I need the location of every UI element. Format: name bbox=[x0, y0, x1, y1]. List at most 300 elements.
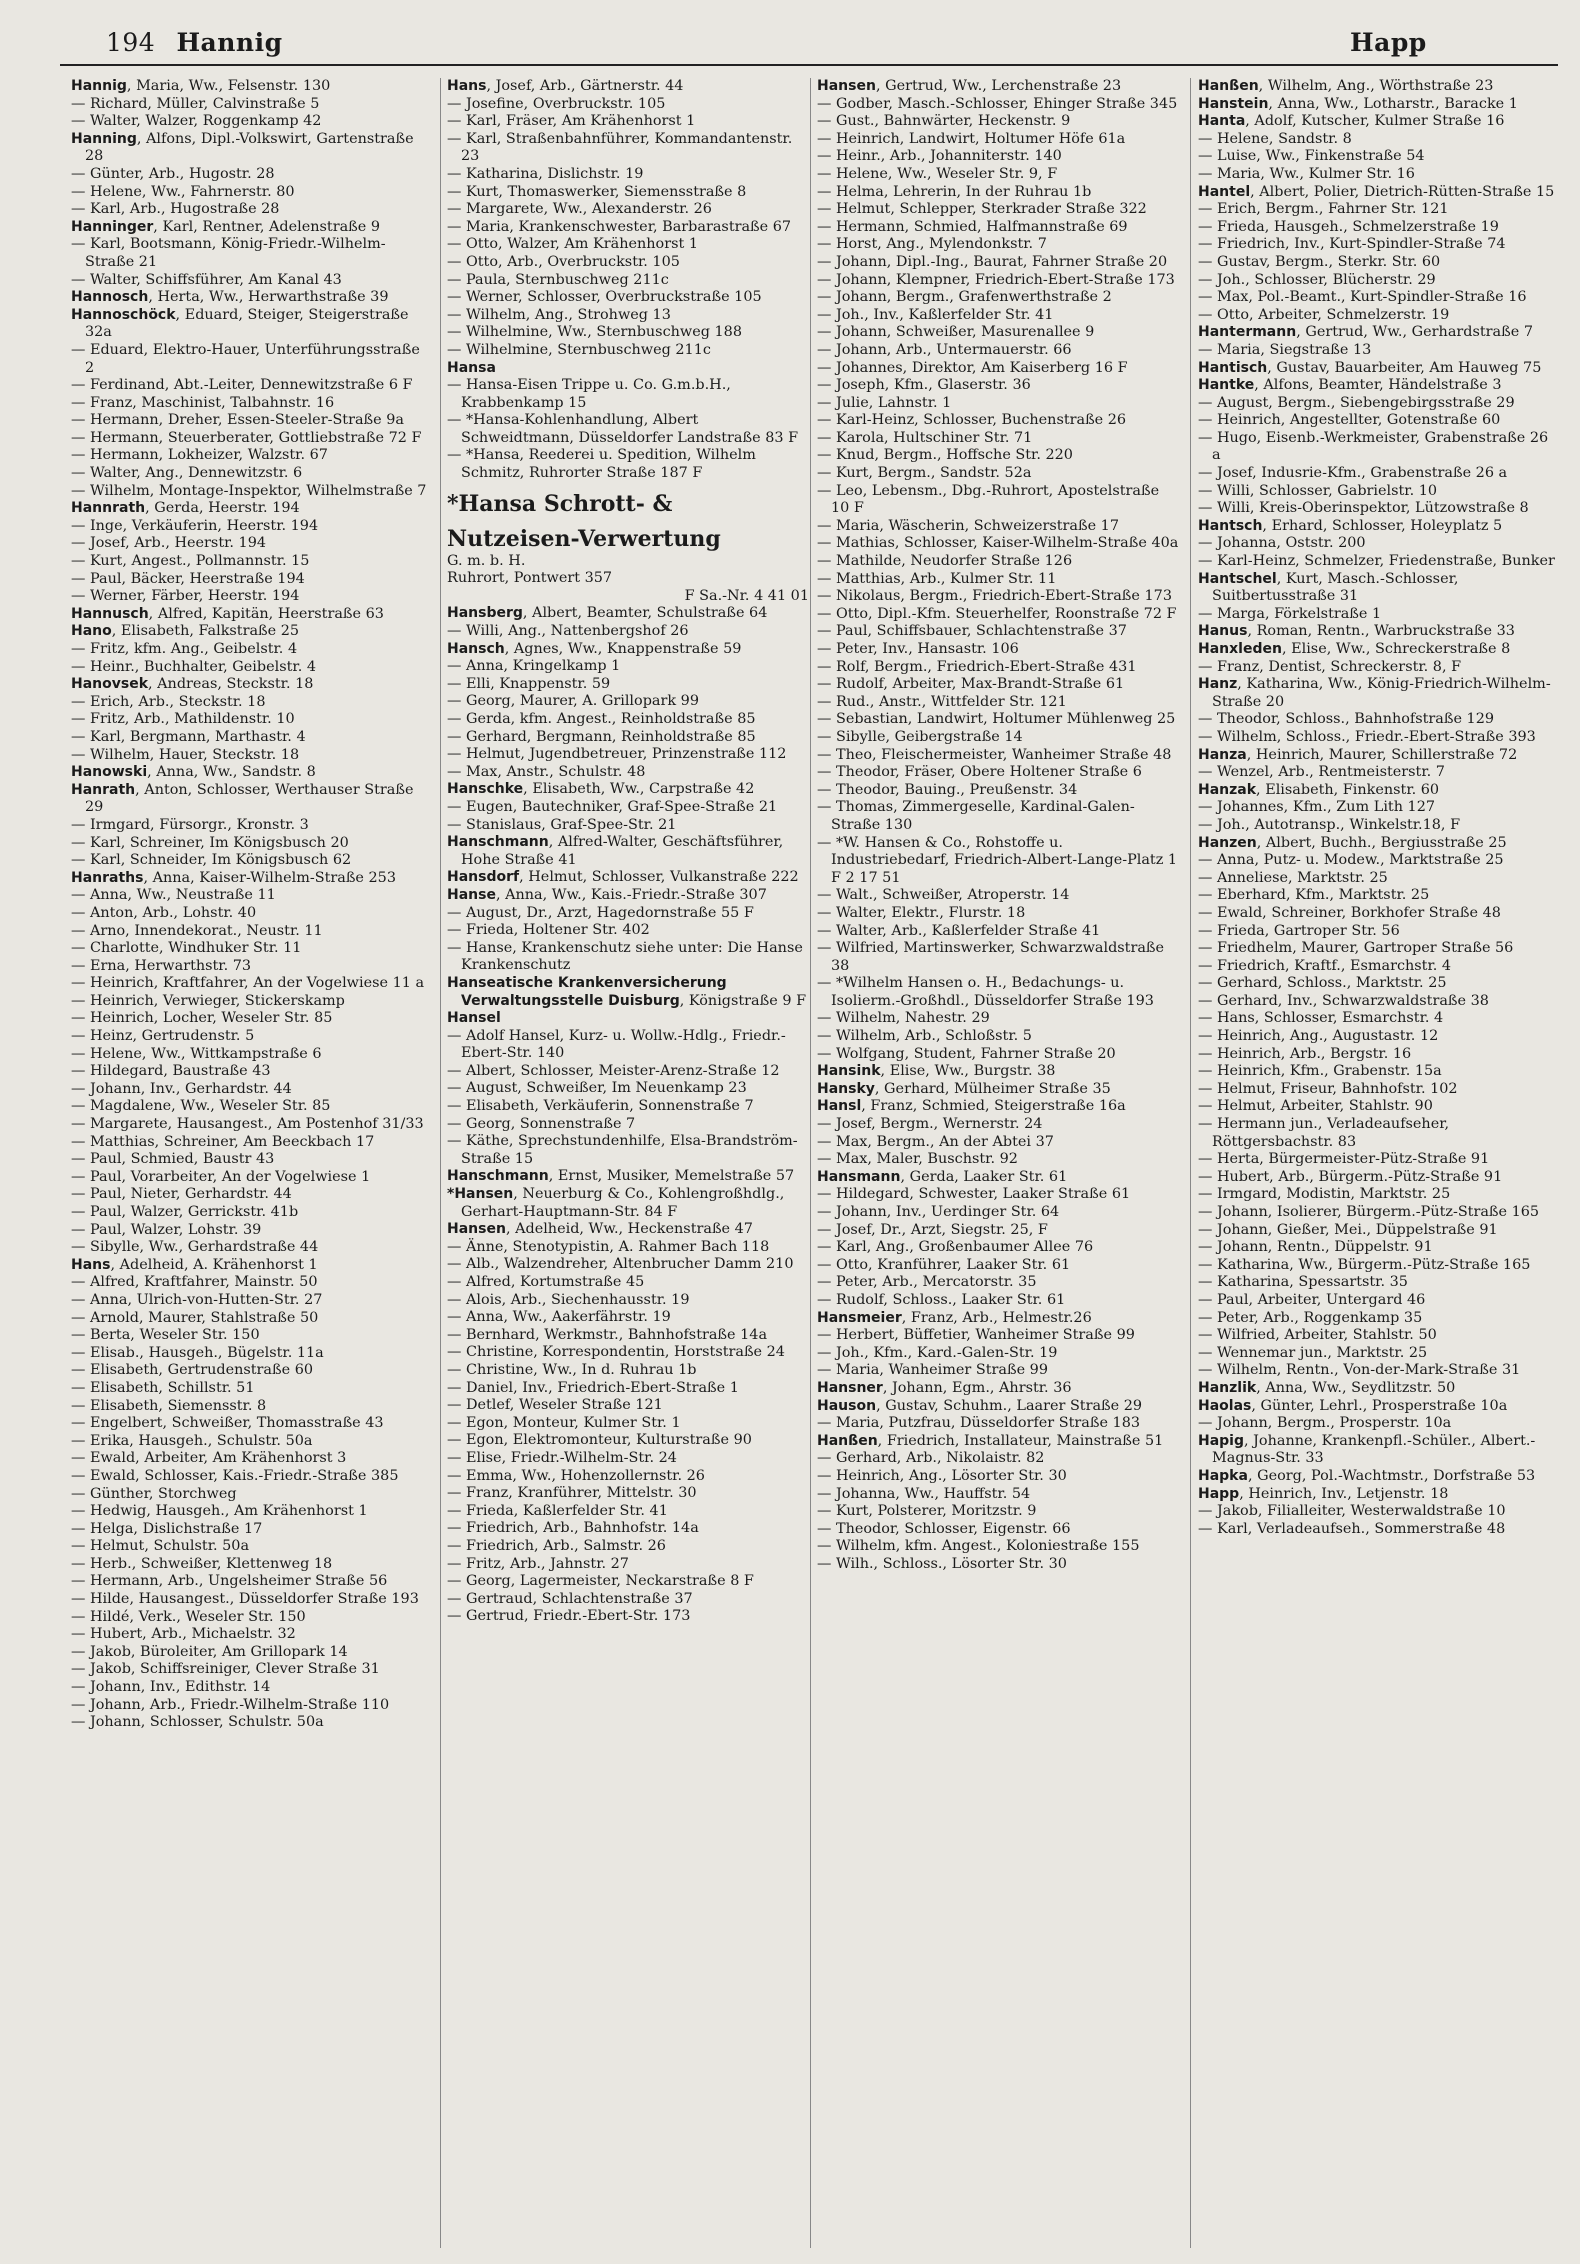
directory-entry: Hansen, Gertrud, Ww., Lerchenstraße 23 bbox=[817, 78, 1122, 94]
directory-entry: Hansen, Adelheid, Ww., Heckenstraße 47 bbox=[447, 1221, 753, 1238]
directory-entry: Hanovsek, Andreas, Steckstr. 18 bbox=[71, 676, 314, 693]
directory-entry: — Wilhelm, Arb., Schloßstr. 5 bbox=[817, 1028, 1032, 1045]
directory-entry: — Otto, Kranführer, Laaker Str. 61 bbox=[817, 1256, 1071, 1273]
directory-entry: — Hubert, Arb., Bürgerm.-Pütz-Straße 91 bbox=[1198, 1168, 1503, 1185]
directory-entry: — Elisabeth, Verkäuferin, Sonnenstraße 7 bbox=[447, 1098, 754, 1115]
directory-entry: — Wilhelm, Nahestr. 29 bbox=[817, 1010, 990, 1027]
directory-entry: — Frieda, Hausgeh., Schmelzerstraße 19 bbox=[1198, 218, 1499, 235]
directory-entry: Hanßen, Friedrich, Installateur, Mainstraße 51 bbox=[817, 1432, 1164, 1449]
directory-entry: — Karl, Straßenbahnführer, Kommandantenstr. 23 bbox=[447, 130, 793, 165]
directory-entry: — Maria, Siegstraße 13 bbox=[1198, 341, 1372, 358]
directory-entry: — Joh., Kfm., Kard.-Galen-Str. 19 bbox=[817, 1344, 1058, 1361]
directory-column-3 bbox=[817, 78, 1179, 2248]
directory-entry: — Paul, Arbeiter, Untergard 46 bbox=[1198, 1291, 1426, 1308]
directory-entry: — Erich, Bergm., Fahrner Str. 121 bbox=[1198, 201, 1449, 218]
directory-entry: — Helene, Ww., Wittkampstraße 6 bbox=[71, 1045, 322, 1062]
directory-entry: — Wilhelmine, Sternbuschweg 211c bbox=[447, 341, 711, 358]
column-divider bbox=[810, 78, 811, 2248]
directory-entry: — Joseph, Kfm., Glaserstr. 36 bbox=[817, 377, 1031, 394]
directory-entry: — Friedrich, Kraftf., Esmarchstr. 4 bbox=[1198, 957, 1452, 974]
directory-entry: — Horst, Ang., Mylendonkstr. 7 bbox=[817, 236, 1047, 253]
directory-entry: — Kurt, Thomaswerker, Siemensstraße 8 bbox=[447, 183, 747, 200]
directory-entry: — Helmut, Jugendbetreuer, Prinzenstraße 112 bbox=[447, 746, 787, 763]
directory-entry: Hanschmann, Ernst, Musiker, Memelstraße 57 bbox=[447, 1168, 795, 1185]
directory-entry: — Arnold, Maurer, Stahlstraße 50 bbox=[71, 1309, 319, 1326]
directory-entry: Hantsch, Erhard, Schlosser, Holeyplatz 5 bbox=[1198, 517, 1503, 534]
directory-entry: — Karl-Heinz, Schlosser, Buchenstraße 26 bbox=[817, 412, 1127, 429]
directory-entry: Hanza, Heinrich, Maurer, Schillerstraße 72 bbox=[1198, 746, 1518, 763]
directory-entry: — Katharina, Ww., Bürgerm.-Pütz-Straße 165 bbox=[1198, 1256, 1531, 1273]
directory-entry: — Helmut, Schlepper, Sterkrader Straße 322 bbox=[817, 201, 1147, 218]
directory-entry: Hano, Elisabeth, Falkstraße 25 bbox=[71, 623, 300, 640]
directory-entry: — Katharina, Spessartstr. 35 bbox=[1198, 1274, 1408, 1291]
directory-entry: — Heinz, Gertrudenstr. 5 bbox=[71, 1028, 255, 1045]
header-rule bbox=[60, 64, 1558, 66]
directory-entry: — Daniel, Inv., Friedrich-Ebert-Straße 1 bbox=[447, 1379, 739, 1396]
directory-entry: — Alb., Walzendreher, Altenbrucher Damm 210 bbox=[447, 1256, 794, 1273]
directory-entry: Hansky, Gerhard, Mülheimer Straße 35 bbox=[817, 1080, 1111, 1097]
ad-address: Ruhrort, Pontwert 357 bbox=[447, 570, 613, 587]
directory-entry: — Ewald, Schreiner, Borkhofer Straße 48 bbox=[1198, 904, 1501, 921]
directory-entry: — Heinrich, Arb., Bergstr. 16 bbox=[1198, 1045, 1412, 1062]
directory-entry: — Paul, Nieter, Gerhardstr. 44 bbox=[71, 1186, 292, 1203]
directory-entry: — Georg, Sonnenstraße 7 bbox=[447, 1115, 636, 1132]
directory-entry: — Karl, Fräser, Am Krähenhorst 1 bbox=[447, 113, 696, 130]
directory-entry: — Helene, Ww., Fahrnerstr. 80 bbox=[71, 183, 295, 200]
directory-entry: — Johann, Bergm., Prosperstr. 10a bbox=[1198, 1415, 1452, 1432]
directory-entry: — Paul, Walzer, Lohstr. 39 bbox=[71, 1221, 262, 1238]
directory-entry: Hansdorf, Helmut, Schlosser, Vulkanstraße 222 bbox=[447, 869, 799, 886]
directory-entry: — Jakob, Schiffsreiniger, Clever Straße 31 bbox=[71, 1661, 380, 1678]
directory-entry: — Rud., Anstr., Wittfelder Str. 121 bbox=[817, 693, 1067, 710]
directory-entry: — Maria, Wäscherin, Schweizerstraße 17 bbox=[817, 517, 1119, 534]
directory-entry: Hansmann, Gerda, Laaker Str. 61 bbox=[817, 1168, 1068, 1185]
directory-entry: — Kurt, Angest., Pollmannstr. 15 bbox=[71, 553, 310, 570]
directory-entry: — Wennemar jun., Marktstr. 25 bbox=[1198, 1344, 1428, 1361]
directory-entry: — Ewald, Schlosser, Kais.-Friedr.-Straße 385 bbox=[71, 1467, 399, 1484]
directory-entry: — Georg, Lagermeister, Neckarstraße 8 F bbox=[447, 1573, 754, 1590]
directory-entry: — Wilhelm, Rentn., Von-der-Mark-Straße 31 bbox=[1198, 1362, 1521, 1379]
directory-entry: — Rolf, Bergm., Friedrich-Ebert-Straße 431 bbox=[817, 658, 1137, 675]
directory-entry: — Otto, Walzer, Am Krähenhorst 1 bbox=[447, 236, 698, 253]
directory-entry: — Berta, Weseler Str. 150 bbox=[71, 1327, 260, 1344]
directory-entry: — Max, Pol.-Beamt., Kurt-Spindler-Straße 16 bbox=[1198, 289, 1527, 306]
directory-entry: — Hugo, Eisenb.-Werkmeister, Grabenstraße 26 a bbox=[1198, 429, 1549, 464]
directory-entry: — Max, Maler, Buschstr. 92 bbox=[817, 1151, 1018, 1168]
directory-entry: — Hermann, Schmied, Halfmannstraße 69 bbox=[817, 218, 1128, 235]
directory-entry: — *Wilhelm Hansen o. H., Bedachungs- u. Isolierm.-Großhdl., Düsseldorfer Straße 193 bbox=[817, 975, 1154, 1009]
directory-entry: — Jakob, Büroleiter, Am Grillopark 14 bbox=[71, 1643, 348, 1660]
directory-entry: — Ferdinand, Abt.-Leiter, Dennewitzstraße 6 F bbox=[71, 377, 413, 394]
directory-entry: — Herta, Bürgermeister-Pütz-Straße 91 bbox=[1198, 1151, 1490, 1168]
directory-entry: — Hermann, Arb., Ungelsheimer Straße 56 bbox=[71, 1573, 388, 1590]
directory-entry: — Heinrich, Angestellter, Gotenstraße 60 bbox=[1198, 412, 1501, 429]
directory-entry: — Paul, Bäcker, Heerstraße 194 bbox=[71, 570, 305, 587]
directory-entry: — Elisab., Hausgeh., Bügelstr. 11a bbox=[71, 1344, 324, 1361]
directory-entry: — Peter, Arb., Mercatorstr. 35 bbox=[817, 1274, 1037, 1291]
directory-entry: — Inge, Verkäuferin, Heerstr. 194 bbox=[71, 517, 319, 534]
directory-entry: — Wilhelm, Hauer, Steckstr. 18 bbox=[71, 746, 300, 763]
directory-entry: Hannoschöck, Eduard, Steiger, Steigerstraße 32a bbox=[71, 306, 409, 341]
directory-entry: — Helene, Ww., Weseler Str. 9, F bbox=[817, 165, 1058, 182]
directory-entry: Hansl, Franz, Schmied, Steigerstraße 16a bbox=[817, 1098, 1126, 1115]
directory-entry: — Christine, Korrespondentin, Horststraße 24 bbox=[447, 1344, 785, 1361]
directory-entry: — Albert, Schlosser, Meister-Arenz-Straße 12 bbox=[447, 1062, 780, 1079]
directory-entry: — Max, Bergm., An der Abtei 37 bbox=[817, 1133, 1054, 1150]
directory-entry: — Rudolf, Schloss., Laaker Str. 61 bbox=[817, 1291, 1066, 1308]
directory-entry: — Sebastian, Landwirt, Holtumer Mühlenweg 25 bbox=[817, 711, 1176, 728]
directory-entry: — Gerda, kfm. Angest., Reinholdstraße 85 bbox=[447, 711, 756, 727]
directory-entry: — Wilhelm, kfm. Angest., Koloniestraße 155 bbox=[817, 1538, 1140, 1555]
directory-entry: — Marga, Förkelstraße 1 bbox=[1198, 605, 1382, 622]
directory-entry: — Johann, Inv., Edithstr. 14 bbox=[71, 1679, 271, 1696]
directory-entry: — Johann, Klempner, Friedrich-Ebert-Straße 173 bbox=[817, 271, 1175, 288]
directory-entry: — Hermann, Lokheizer, Walzstr. 67 bbox=[71, 447, 328, 464]
directory-entry: — Friedrich, Arb., Bahnhofstr. 14a bbox=[447, 1520, 699, 1537]
directory-entry: — Eberhard, Kfm., Marktstr. 25 bbox=[1198, 887, 1430, 904]
directory-entry: Hanning, Alfons, Dipl.-Volkswirt, Gartenstraße 28 bbox=[71, 130, 414, 165]
directory-entry: — Heinrich, Kfm., Grabenstr. 15a bbox=[1198, 1063, 1442, 1080]
directory-entry: — Theodor, Schloss., Bahnhofstraße 129 bbox=[1198, 711, 1495, 728]
directory-entry: — Egon, Elektromonteur, Kulturstraße 90 bbox=[447, 1432, 752, 1449]
directory-entry: Hanta, Adolf, Kutscher, Kulmer Straße 16 bbox=[1198, 113, 1505, 130]
directory-entry: Hapig, Johanne, Krankenpfl.-Schüler., Albert.-Magnus-Str. 33 bbox=[1198, 1432, 1536, 1467]
directory-entry: — Frieda, Holtener Str. 402 bbox=[447, 922, 650, 939]
directory-entry: — Paula, Sternbuschweg 211c bbox=[447, 271, 669, 288]
ad-title-line1: *Hansa Schrott- & bbox=[447, 490, 673, 517]
directory-entry: — Georg, Maurer, A. Grillopark 99 bbox=[447, 693, 699, 710]
directory-entry: — Max, Anstr., Schulstr. 48 bbox=[447, 763, 646, 780]
directory-entry: Hannig, Maria, Ww., Felsenstr. 130 bbox=[71, 78, 331, 94]
directory-entry: — Christine, Ww., In d. Ruhrau 1b bbox=[447, 1361, 697, 1378]
ad-company-form: G. m. b. H. bbox=[447, 552, 526, 569]
directory-entry: — Theodor, Schlosser, Eigenstr. 66 bbox=[817, 1520, 1071, 1537]
directory-entry: — Friedhelm, Maurer, Gartroper Straße 56 bbox=[1198, 940, 1514, 957]
directory-entry: — *Hansa, Reederei u. Spedition, Wilhelm Schmitz, Ruhrorter Straße 187 F bbox=[447, 447, 756, 482]
directory-entry: Hanzlik, Anna, Ww., Seydlitzstr. 50 bbox=[1198, 1379, 1456, 1396]
directory-entry: — *W. Hansen & Co., Rohstoffe u. Industriebedarf, Friedrich-Albert-Lange-Platz 1 F 2 17 51 bbox=[817, 834, 1178, 886]
directory-entry: — Anna, Kringelkamp 1 bbox=[447, 658, 621, 675]
ad-title-line2: Nutzeisen-Verwertung bbox=[447, 525, 721, 552]
directory-entry: — August, Bergm., Siebengebirgsstraße 29 bbox=[1198, 394, 1515, 411]
directory-entry: Hansink, Elise, Ww., Burgstr. 38 bbox=[817, 1063, 1056, 1080]
directory-entry: — Matthias, Arb., Kulmer Str. 11 bbox=[817, 570, 1057, 587]
directory-entry: Hantermann, Gertrud, Ww., Gerhardstraße 7 bbox=[1198, 324, 1533, 341]
directory-column-4 bbox=[1198, 78, 1560, 2248]
directory-entry: — Karl, Bootsmann, König-Friedr.-Wilhelm-Straße 21 bbox=[71, 236, 386, 270]
directory-entry: Hanz, Katharina, Ww., König-Friedrich-Wilhelm-Straße 20 bbox=[1198, 676, 1551, 710]
directory-entry: — Margarete, Hausangest., Am Postenhof 31/33 bbox=[71, 1116, 424, 1133]
directory-entry: — Hedwig, Hausgeh., Am Krähenhorst 1 bbox=[71, 1503, 368, 1520]
directory-entry: — Walter, Ang., Dennewitzstr. 6 bbox=[71, 465, 303, 482]
directory-entry: — Erika, Hausgeh., Schulstr. 50a bbox=[71, 1432, 313, 1449]
directory-entry: — Johann, Inv., Gerhardstr. 44 bbox=[71, 1080, 292, 1097]
directory-entry: Hanraths, Anna, Kaiser-Wilhelm-Straße 253 bbox=[71, 869, 396, 886]
page-number: 194 bbox=[106, 28, 156, 57]
directory-entry: Hans, Josef, Arb., Gärtnerstr. 44 bbox=[447, 78, 684, 94]
directory-entry: — Emma, Ww., Hohenzollernstr. 26 bbox=[447, 1467, 705, 1484]
directory-entry: — Johann, Schweißer, Masurenallee 9 bbox=[817, 324, 1095, 341]
directory-entry: — Karl, Arb., Hugostraße 28 bbox=[71, 201, 280, 218]
directory-entry: Hapka, Georg, Pol.-Wachtmstr., Dorfstraße 53 bbox=[1198, 1467, 1536, 1484]
directory-entry: — Peter, Inv., Hansastr. 106 bbox=[817, 641, 1019, 657]
directory-entry: Hanus, Roman, Rentn., Warbruckstraße 33 bbox=[1198, 623, 1515, 640]
left-guide-word: Hannig bbox=[176, 28, 283, 57]
directory-entry: — Josefine, Overbruckstr. 105 bbox=[447, 95, 666, 112]
directory-entry: — Gustav, Bergm., Sterkr. Str. 60 bbox=[1198, 253, 1441, 270]
directory-entry: — Helene, Sandstr. 8 bbox=[1198, 130, 1352, 147]
directory-entry: — Otto, Dipl.-Kfm. Steuerhelfer, Roonstraße 72 F bbox=[817, 605, 1177, 622]
directory-entry: — Gust., Bahnwärter, Heckenstr. 9 bbox=[817, 113, 1071, 130]
advertisement-block bbox=[447, 491, 809, 606]
directory-entry: — Frieda, Kaßlerfelder Str. 41 bbox=[447, 1502, 668, 1519]
directory-entry: — Hubert, Arb., Michaelstr. 32 bbox=[71, 1626, 296, 1643]
directory-entry: Hanse, Anna, Ww., Kais.-Friedr.-Straße 307 bbox=[447, 886, 767, 903]
directory-entry: — Hildegard, Schwester, Laaker Straße 61 bbox=[817, 1186, 1131, 1203]
directory-entry: — Johann, Arb., Untermauerstr. 66 bbox=[817, 341, 1072, 358]
directory-entry: — Fritz, Arb., Mathildenstr. 10 bbox=[71, 711, 295, 728]
directory-entry: — Werner, Schlosser, Overbruckstraße 105 bbox=[447, 289, 762, 306]
directory-entry: — Maria, Ww., Kulmer Str. 16 bbox=[1198, 165, 1415, 182]
directory-entry: Hansberg, Albert, Beamter, Schulstraße 64 bbox=[447, 605, 768, 622]
directory-entry: — Josef, Arb., Heerstr. 194 bbox=[71, 535, 267, 552]
directory-column-2 bbox=[447, 78, 809, 2248]
directory-entry: — Wolfgang, Student, Fahrner Straße 20 bbox=[817, 1045, 1116, 1062]
directory-entry: — Hermann jun., Verladeaufseher, Röttgersbachstr. 83 bbox=[1198, 1116, 1450, 1150]
directory-entry: — Luise, Ww., Finkenstraße 54 bbox=[1198, 148, 1425, 165]
directory-entry: — Johannes, Kfm., Zum Lith 127 bbox=[1198, 799, 1436, 816]
directory-entry: — Gerhard, Bergmann, Reinholdstraße 85 bbox=[447, 728, 756, 745]
directory-entry: — Engelbert, Schweißer, Thomasstraße 43 bbox=[71, 1415, 384, 1432]
directory-entry: — Helmut, Friseur, Bahnhofstr. 102 bbox=[1198, 1080, 1458, 1097]
directory-entry: Happ, Heinrich, Inv., Letjenstr. 18 bbox=[1198, 1485, 1449, 1502]
directory-entry: — Franz, Kranführer, Mittelstr. 30 bbox=[447, 1485, 697, 1502]
directory-entry: — Theo, Fleischermeister, Wanheimer Straße 48 bbox=[817, 746, 1172, 763]
directory-entry: — Heinrich, Verwieger, Stickerskamp bbox=[71, 992, 345, 1009]
directory-entry: — Franz, Dentist, Schreckerstr. 8, F bbox=[1198, 658, 1462, 675]
directory-entry: — Theodor, Fräser, Obere Holtener Straße 6 bbox=[817, 764, 1142, 781]
directory-entry: — Otto, Arbeiter, Schmelzerstr. 19 bbox=[1198, 306, 1450, 323]
directory-entry: Hanrath, Anton, Schlosser, Werthauser Straße 29 bbox=[71, 781, 414, 816]
directory-entry: — Leo, Lebensm., Dbg.-Ruhrort, Apostelstraße 10 F bbox=[817, 482, 1160, 517]
directory-entry: — Heinrich, Ang., Augustastr. 12 bbox=[1198, 1028, 1439, 1045]
directory-entry: — Peter, Arb., Roggenkamp 35 bbox=[1198, 1309, 1423, 1326]
directory-entry: — August, Schweißer, Im Neuenkamp 23 bbox=[447, 1080, 747, 1097]
directory-entry: — Arno, Innendekorat., Neustr. 11 bbox=[71, 922, 323, 939]
directory-entry: — Heinrich, Kraftfahrer, An der Vogelwiese 11 a bbox=[71, 975, 425, 992]
directory-entry: — Walt., Schweißer, Atroperstr. 14 bbox=[817, 887, 1070, 904]
directory-entry: — Richard, Müller, Calvinstraße 5 bbox=[71, 95, 320, 112]
directory-entry: — Walter, Elektr., Flurstr. 18 bbox=[817, 904, 1026, 921]
directory-entry: — Johanna, Oststr. 200 bbox=[1198, 535, 1366, 552]
directory-entry: Hanzak, Elisabeth, Finkenstr. 60 bbox=[1198, 781, 1440, 798]
directory-entry: — Eduard, Elektro-Hauer, Unterführungsstraße 2 bbox=[71, 341, 420, 376]
directory-entry: — Bernhard, Werkmstr., Bahnhofstraße 14a bbox=[447, 1326, 768, 1343]
directory-entry: — Heinrich, Landwirt, Holtumer Höfe 61a bbox=[817, 130, 1126, 147]
directory-entry: — Irmgard, Modistin, Marktstr. 25 bbox=[1198, 1186, 1451, 1203]
directory-entry: Hanxleden, Elise, Ww., Schreckerstraße 8 bbox=[1198, 641, 1511, 657]
directory-entry: Hansner, Johann, Egm., Ahrstr. 36 bbox=[817, 1379, 1072, 1396]
directory-entry: — Charlotte, Windhuker Str. 11 bbox=[71, 940, 302, 957]
column-divider bbox=[1190, 78, 1191, 2248]
directory-entry: — Johann, Schlosser, Schulstr. 50a bbox=[71, 1714, 324, 1731]
directory-entry: — Margarete, Ww., Alexanderstr. 26 bbox=[447, 201, 712, 218]
directory-entry: — Fritz, Arb., Jahnstr. 27 bbox=[447, 1555, 629, 1572]
directory-entry: — Magdalene, Ww., Weseler Str. 85 bbox=[71, 1098, 331, 1115]
directory-entry: — Karola, Hultschiner Str. 71 bbox=[817, 429, 1033, 446]
directory-entry: — Ewald, Arbeiter, Am Krähenhorst 3 bbox=[71, 1450, 347, 1467]
directory-entry: — Hanse, Krankenschutz siehe unter: Die Hanse Krankenschutz bbox=[447, 939, 803, 974]
directory-entry: — Helma, Lehrerin, In der Ruhrau 1b bbox=[817, 183, 1092, 200]
directory-entry: — Mathilde, Neudorfer Straße 126 bbox=[817, 553, 1073, 570]
column-divider bbox=[440, 78, 441, 2248]
directory-entry: — Johanna, Ww., Hauffstr. 54 bbox=[817, 1485, 1031, 1502]
directory-entry: — Johann, Inv., Uerdinger Str. 64 bbox=[817, 1204, 1060, 1220]
directory-entry: — Gerhard, Arb., Nikolaistr. 82 bbox=[817, 1450, 1045, 1467]
directory-entry: — Käthe, Sprechstundenhilfe, Elsa-Brandström-Straße 15 bbox=[447, 1133, 798, 1167]
directory-entry: Hanschmann, Alfred-Walter, Geschäftsführer, Hohe Straße 41 bbox=[447, 834, 784, 868]
directory-entry: — Godber, Masch.-Schlosser, Ehinger Straße 345 bbox=[817, 95, 1178, 112]
directory-entry: — Günther, Storchweg bbox=[71, 1485, 237, 1502]
directory-entry: — Joh., Inv., Kaßlerfelder Str. 41 bbox=[817, 306, 1054, 323]
directory-entry: — Mathias, Schlosser, Kaiser-Wilhelm-Straße 40a bbox=[817, 535, 1179, 552]
directory-entry: — Anneliese, Marktstr. 25 bbox=[1198, 869, 1388, 886]
directory-entry: — Anna, Ww., Aakerfährstr. 19 bbox=[447, 1309, 671, 1326]
directory-entry: — Johann, Arb., Friedr.-Wilhelm-Straße 110 bbox=[71, 1696, 390, 1713]
directory-entry: Hanstein, Anna, Ww., Lotharstr., Baracke 1 bbox=[1198, 95, 1518, 112]
directory-entry: — Jakob, Filialleiter, Westerwaldstraße 10 bbox=[1198, 1503, 1506, 1520]
directory-entry: — Joh., Schlosser, Blücherstr. 29 bbox=[1198, 271, 1436, 288]
directory-entry: — Friedrich, Arb., Salmstr. 26 bbox=[447, 1537, 666, 1554]
directory-entry: — Josef, Dr., Arzt, Siegstr. 25, F bbox=[817, 1221, 1048, 1238]
directory-entry: — Alfred, Kortumstraße 45 bbox=[447, 1274, 645, 1290]
directory-entry: — Johann, Dipl.-Ing., Baurat, Fahrner Straße 20 bbox=[817, 253, 1168, 270]
directory-entry: Hanowski, Anna, Ww., Sandstr. 8 bbox=[71, 764, 316, 781]
directory-entry: — Wilfried, Arbeiter, Stahlstr. 50 bbox=[1198, 1327, 1437, 1344]
directory-entry: — Walter, Arb., Kaßlerfelder Straße 41 bbox=[817, 922, 1101, 939]
directory-entry: — Sibylle, Ww., Gerhardstraße 44 bbox=[71, 1239, 319, 1256]
running-head-left bbox=[106, 28, 283, 57]
directory-entry: Hans, Adelheid, A. Krähenhorst 1 bbox=[71, 1256, 318, 1273]
directory-entry: — Friedrich, Inv., Kurt-Spindler-Straße 74 bbox=[1198, 236, 1506, 253]
directory-entry: — Knud, Bergm., Hoffsche Str. 220 bbox=[817, 447, 1073, 464]
directory-entry: — Katharina, Dislichstr. 19 bbox=[447, 165, 644, 182]
directory-entry: — Willi, Kreis-Oberinspektor, Lützowstraße 8 bbox=[1198, 500, 1529, 517]
directory-entry: — Gerhard, Schloss., Marktstr. 25 bbox=[1198, 975, 1447, 992]
directory-entry: — Hildegard, Baustraße 43 bbox=[71, 1063, 271, 1080]
directory-entry: Hannosch, Herta, Ww., Herwarthstraße 39 bbox=[71, 289, 389, 306]
directory-entry: — Matthias, Schreiner, Am Beeckbach 17 bbox=[71, 1133, 375, 1150]
directory-entry: *Hansen, Neuerburg & Co., Kohlengroßhdlg., Gerhart-Hauptmann-Str. 84 F bbox=[447, 1186, 785, 1220]
directory-entry: — Elli, Knappenstr. 59 bbox=[447, 675, 611, 692]
directory-entry: — Hermann, Dreher, Essen-Steeler-Straße 9a bbox=[71, 412, 404, 429]
directory-entry: — Anna, Ulrich-von-Hutten-Str. 27 bbox=[71, 1291, 323, 1308]
directory-entry: — Alois, Arb., Siechenhausstr. 19 bbox=[447, 1291, 690, 1308]
directory-entry: — Walter, Schiffsführer, Am Kanal 43 bbox=[71, 271, 342, 288]
directory-entry: — Erna, Herwarthstr. 73 bbox=[71, 957, 252, 974]
directory-entry: — Hermann, Steuerberater, Gottliebstraße 72 F bbox=[71, 429, 422, 446]
directory-entry: — Johannes, Direktor, Am Kaiserberg 16 F bbox=[817, 359, 1128, 376]
directory-entry: — Gerhard, Inv., Schwarzwaldstraße 38 bbox=[1198, 992, 1489, 1009]
directory-entry: — Erich, Arb., Steckstr. 18 bbox=[71, 693, 266, 710]
directory-entry: — Joh., Autotransp., Winkelstr.18, F bbox=[1198, 816, 1461, 833]
directory-entry: — Paul, Schiffsbauer, Schlachtenstraße 37 bbox=[817, 623, 1127, 640]
directory-entry: — Änne, Stenotypistin, A. Rahmer Bach 118 bbox=[447, 1238, 770, 1255]
directory-entry: — Johann, Bergm., Grafenwerthstraße 2 bbox=[817, 289, 1112, 306]
directory-entry: — Frieda, Gartroper Str. 56 bbox=[1198, 922, 1400, 939]
directory-entry: — Anna, Ww., Neustraße 11 bbox=[71, 887, 276, 904]
directory-entry: Hauson, Gustav, Schuhm., Laarer Straße 29 bbox=[817, 1397, 1143, 1414]
directory-entry: Hansel bbox=[447, 1010, 501, 1027]
directory-entry: — Elisabeth, Gertrudenstraße 60 bbox=[71, 1362, 314, 1379]
directory-entry: — Wilh., Schloss., Lösorter Str. 30 bbox=[817, 1555, 1067, 1572]
directory-entry: Hantel, Albert, Polier, Dietrich-Rütten-Straße 15 bbox=[1198, 183, 1555, 200]
directory-entry: — Otto, Arb., Overbruckstr. 105 bbox=[447, 253, 680, 270]
directory-entry: — Anton, Arb., Lohstr. 40 bbox=[71, 904, 257, 921]
directory-entry: — Hansa-Eisen Trippe u. Co. G.m.b.H., Krabbenkamp 15 bbox=[447, 377, 731, 411]
directory-entry: Hansmeier, Franz, Arb., Helmestr.26 bbox=[817, 1309, 1092, 1326]
directory-entry: Hanschke, Elisabeth, Ww., Carpstraße 42 bbox=[447, 781, 755, 798]
right-guide-word: Happ bbox=[1350, 28, 1427, 57]
directory-entry: — Hildé, Verk., Weseler Str. 150 bbox=[71, 1608, 306, 1625]
directory-entry: Haolas, Günter, Lehrl., Prosperstraße 10a bbox=[1198, 1397, 1508, 1414]
directory-entry: — Karl, Schreiner, Im Königsbusch 20 bbox=[71, 834, 349, 851]
directory-entry: — Maria, Putzfrau, Düsseldorfer Straße 183 bbox=[817, 1415, 1141, 1432]
directory-entry: Hanninger, Karl, Rentner, Adelenstraße 9 bbox=[71, 218, 381, 235]
directory-entry: — Walter, Walzer, Roggenkamp 42 bbox=[71, 113, 322, 130]
directory-entry: — Karl-Heinz, Schmelzer, Friedenstraße, Bunker bbox=[1198, 553, 1555, 570]
directory-entry: — Theodor, Bauing., Preußenstr. 34 bbox=[817, 781, 1078, 798]
directory-entry: Hantschel, Kurt, Masch.-Schlosser, Suitbertusstraße 31 bbox=[1198, 570, 1459, 605]
directory-entry: — Gertraud, Schlachtenstraße 37 bbox=[447, 1590, 693, 1607]
directory-entry: — Herbert, Büffetier, Wanheimer Straße 99 bbox=[817, 1327, 1135, 1344]
directory-entry: Hantisch, Gustav, Bauarbeiter, Am Hauweg 75 bbox=[1198, 359, 1542, 376]
directory-entry: — Paul, Vorarbeiter, An der Vogelwiese 1 bbox=[71, 1168, 371, 1185]
directory-entry: — Johann, Isolierer, Bürgerm.-Pütz-Straße 165 bbox=[1198, 1204, 1540, 1220]
directory-entry: — Sibylle, Geibergstraße 14 bbox=[817, 728, 1023, 745]
directory-entry: — Willi, Schlosser, Gabrielstr. 10 bbox=[1198, 482, 1438, 499]
directory-entry: — Johann, Rentn., Düppelstr. 91 bbox=[1198, 1239, 1433, 1256]
directory-entry: — Willi, Ang., Nattenbergshof 26 bbox=[447, 623, 689, 640]
directory-entry: — Maria, Wanheimer Straße 99 bbox=[817, 1362, 1048, 1379]
directory-entry: — Julie, Lahnstr. 1 bbox=[817, 394, 952, 411]
directory-entry: — Karl, Schneider, Im Königsbusch 62 bbox=[71, 852, 352, 869]
directory-entry: — Eugen, Bautechniker, Graf-Spee-Straße 21 bbox=[447, 798, 778, 815]
directory-entry: Hantke, Alfons, Beamter, Händelstraße 3 bbox=[1198, 377, 1502, 394]
directory-entry: — Elisabeth, Siemensstr. 8 bbox=[71, 1397, 267, 1414]
directory-entry: — Egon, Monteur, Kulmer Str. 1 bbox=[447, 1414, 681, 1431]
directory-entry: — Thomas, Zimmergeselle, Kardinal-Galen-Straße 130 bbox=[817, 799, 1135, 833]
directory-entry: — Heinr., Buchhalter, Geibelstr. 4 bbox=[71, 658, 317, 675]
directory-entry: — Maria, Krankenschwester, Barbarastraße 67 bbox=[447, 218, 792, 235]
directory-column-1 bbox=[71, 78, 433, 2248]
directory-entry: — Helmut, Arbeiter, Stahlstr. 90 bbox=[1198, 1098, 1433, 1115]
directory-entry: Hanßen, Wilhelm, Ang., Wörthstraße 23 bbox=[1198, 78, 1494, 94]
directory-entry: — Adolf Hansel, Kurz- u. Wollw.-Hdlg., Friedr.-Ebert-Str. 140 bbox=[447, 1027, 786, 1062]
directory-entry: — Alfred, Kraftfahrer, Mainstr. 50 bbox=[71, 1274, 318, 1291]
directory-entry: — Stanislaus, Graf-Spee-Str. 21 bbox=[447, 816, 677, 833]
directory-entry: Hannusch, Alfred, Kapitän, Heerstraße 63 bbox=[71, 605, 384, 622]
directory-entry: — Kurt, Polsterer, Moritzstr. 9 bbox=[817, 1503, 1037, 1520]
directory-entry: — Karl, Verladeaufseh., Sommerstraße 48 bbox=[1198, 1520, 1506, 1537]
directory-entry: — Wenzel, Arb., Rentmeisterstr. 7 bbox=[1198, 764, 1445, 781]
directory-entry: — Wilfried, Martinswerker, Schwarzwaldstraße 38 bbox=[817, 940, 1165, 974]
directory-entry: Hansch, Agnes, Ww., Knappenstraße 59 bbox=[447, 640, 742, 657]
directory-entry: — Herb., Schweißer, Klettenweg 18 bbox=[71, 1555, 333, 1572]
directory-entry: — Wilhelmine, Ww., Sternbuschweg 188 bbox=[447, 324, 742, 341]
ad-phone: F Sa.-Nr. 4 41 01 bbox=[684, 587, 809, 604]
directory-entry: — August, Dr., Arzt, Hagedornstraße 55 F bbox=[447, 904, 754, 921]
